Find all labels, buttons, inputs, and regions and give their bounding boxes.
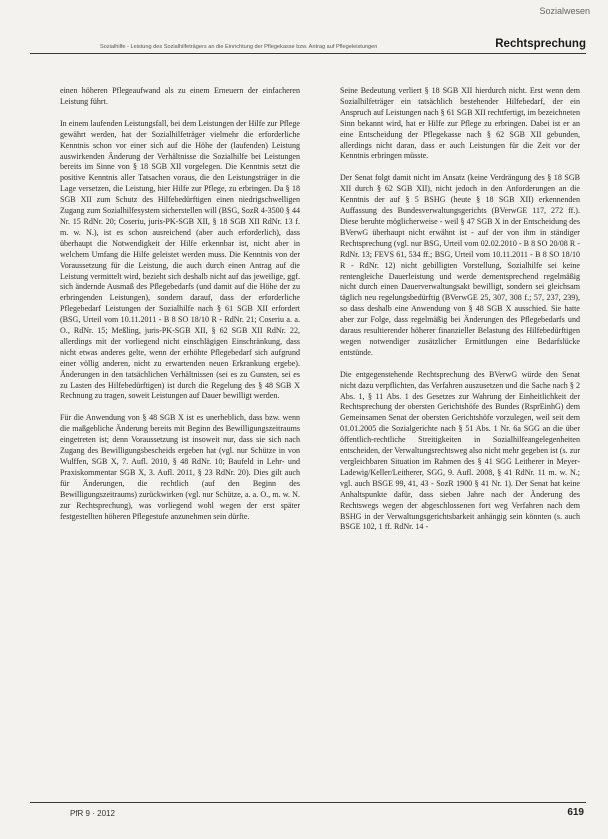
- section-title: Rechtsprechung: [495, 38, 586, 50]
- running-title: Sozialhilfe - Leistung des Sozialhilfeträgers an die Einrichtung der Pflegekasse bzw. Antrag auf Pflegeleistungen: [100, 44, 378, 50]
- right-column: [340, 86, 580, 533]
- paragraph: In einem laufenden Leistungsfall, bei dem Leistungen der Hilfe zur Pflege gewährt werden, hat der Sozialhilfeträger vielmehr die erforderliche Kenntnis schon vor einer sich auf die Höhe der (laufenden) Leistung auswirkenden Änderung der Verhältnisse die Sozialhilfe bei Leistungen bereits im Sinne von § 18 SGB XII vorgelegen. Die Kenntnis setzt die positive Kenntnis aller Tatsachen voraus, die den Leistungsträger in die Lage versetzen, die Leistung, hier Hilfe zur Pflege, zu erbringen. Da § 18 SGB XII zum Schutz des Hilfebedürftigen einen niedrigschwelligen Zugang zum Sozialhilfesystem sicherstellen will (BSG, SozR 4-3500 § 44 Nr. 15 RdNr. 20; Coseriu, juris-PK-SGB XII, § 18 SGB XII RdNr. 13 f. m. w. N.), ist es schon ausreichend (aber auch erforderlich), dass überhaupt die Notwendigkeit der Hilfe erkennbar ist, nicht aber in welchem Umfang die Hilfe geleistet werden muss. Die Kenntnis von der Voraussetzung für die Leistung, die auch durch einen Antrag auf die Leistung vermittelt wird, bezieht sich deshalb nicht auf das jeweilige, ggf. sich ändernde Ausmaß des Pflegebedarfs (und damit auf die Höhe der zu erbringenden Leistungen), sondern darauf, dass der erforderliche Pflegebedarf Leistungen der Sozialhilfe nach § 61 SGB XII erfordert (BSG, Urteil vom 10.11.2011 - B 8 SO 18/10 R - RdNr. 21; Coseriu a. a. O., RdNr. 15; Meßling, juris-PK-SGB XII, § 62 SGB XII RdNr. 22, allerdings mit der vorliegend nicht einschlägigen Einschränkung, dass nicht etwas anderes gelte, wenn der erhöhte Pflegebedarf sich aufgrund einer völlig anderen, nicht zu erwartenden neuen Erkrankung ergebe). Änderungen in den tatsächlichen Verhältnissen (sei es zu Gunsten, sei es zu Lasten des Hilfebedürftigen) ist durch die Regelung des § 48 SGB X Rechnung zu tragen, soweit Leistungen auf Dauer bewilligt werden.: [60, 118, 300, 401]
- journal-label: PfR 9 · 2012: [70, 809, 115, 818]
- paragraph: Seine Bedeutung verliert § 18 SGB XII hierdurch nicht. Erst wenn dem Sozialhilfeträger ein tatsächlich bestehender Hilfebedarf, der ein Anspruch auf Leistungen nach § 61 SGB XII rechtfertigt, im bezeichneten Sinn bekannt wird, hat er Hilfe zur Pflege zu erbringen. Dabei ist er an eine Entscheidung der Pflegekasse nach § 62 SGB XII gebunden, allerdings nicht daran, dass er auch Leistungen für die Zeit vor der Kenntnis erbringen müsste.: [340, 86, 580, 161]
- paragraph: Für die Anwendung von § 48 SGB X ist es unerheblich, dass bzw. wenn die maßgebliche Änderung bereits mit Beginn des Bewilligungszeitraums eingetreten ist; denn Voraussetzung ist insoweit nur, dass sie sich nach Zugang des Bewilligungsbescheids ergeben hat (vgl. nur Schütze in von Wulffen, SGB X, 7. Aufl. 2010, § 48 RdNr. 10; Baufeld in Lehr- und Praxiskommentar SGB X, 3. Aufl. 2011, § 23 RdNr. 20). Dies gilt auch für Änderungen, die rechtlich (auf den Beginn des Bewilligungszeitraums) zurückwirken (vgl. nur Schütze, a. a. O., m. w. N. zur Rechtsprechung), was vorliegend wohl wegen der erst später festgestellten höheren Pflegestufe anzunehmen sein dürfte.: [60, 413, 300, 521]
- corner-label: Sozialwesen: [539, 6, 590, 16]
- page-number: 619: [567, 807, 584, 818]
- paragraph: einen höheren Pflegeaufwand als zu einem Erneuern der einfacheren Leistung führt.: [60, 86, 300, 106]
- paragraph: Der Senat folgt damit nicht im Ansatz (keine Verdrängung des § 18 SGB XII durch § 62 SGB XII), nicht jedoch in den Anforderungen an die Kenntnis der auf § 5 BSHG (heute § 18 SGB XII) erkennenden Auffassung des Bundesverwaltungsgerichts (BVerwGE 117, 272 ff.). Diese beruhte möglicherweise - weil § 47 SGB X in der Entscheidung des BVerwG überhaupt nicht erwähnt ist - auf der von ihm in ständiger Rechtsprechung (vgl. nur BSG, Urteil vom 02.02.2010 - B 8 SO 20/08 R - RdNr. 13; FEVS 61, 534 ff.; BSG, Urteil vom 10.11.2011 - B 8 SO 18/10 R - RdNr. 12) nicht gebilligten Vorstellung, Sozialhilfe sei keine rentengleiche Dauerleistung und werde dementsprechend regelmäßig nicht durch einen Dauerverwaltungsakt bewilligt, sondern sei gleichsam täglich neu regelungsbedürftig (BVerwGE 25, 307, 308 f.; 57, 237, 239), so dass deshalb eine Anwendung von § 48 SGB X ausschied. Sie hatte aber zur Folge, dass regelmäßig bei Änderungen des Pflegebedarfs und daraus resultierender höherer finanzieller Belastung des Hilfebedürftigen wegen notwendiger zusätzlicher Ermittlungen eine Bedarfslücke entstünde.: [340, 173, 580, 357]
- page-footer: [30, 802, 586, 818]
- paragraph: Die entgegenstehende Rechtsprechung des BVerwG würde den Senat nicht dazu verpflichten, das Verfahren auszusetzen und die Sache nach § 2 Abs. 1, § 11 Abs. 1 des Gesetzes zur Wahrung der Einheitlichkeit der Rechtsprechung der obersten Gerichtshöfe des Bundes (RsprEinhG) dem Gemeinsamen Senat der obersten Gerichtshöfe vorzulegen, weil seit dem 01.01.2005 die Sozialgerichte nach § 51 Abs. 1 Nr. 6a SGG an die über öffentlich-rechtliche Streitigkeiten in Sozialhilfeangelegenheiten entscheiden, der Verwaltungsrechtsweg also nicht mehr gegeben ist (s. zur vergleichbaren Situation im Rahmen des § 41 SGG Leitherer in Meyer-Ladewig/Keller/Leitherer, SGG, 9. Aufl. 2008, § 41 RdNr. 11 m. w. N.; vgl. auch BSGE 99, 41, 43 - SozR 1900 § 41 Nr. 1). Der Senat hat keine Anhaltspunkte dafür, dass sieben Jahre nach der Änderung des Rechtswegs wegen der abgeschlossenen fort weg Verfahren nach dem BSHG in der Verwaltungsgerichtsbarkeit anhängig sein könnten (s. auch BSGE 102, 1 ff. RdNr. 14 -: [340, 369, 580, 532]
- page-header: [30, 30, 586, 54]
- left-column: [60, 86, 300, 522]
